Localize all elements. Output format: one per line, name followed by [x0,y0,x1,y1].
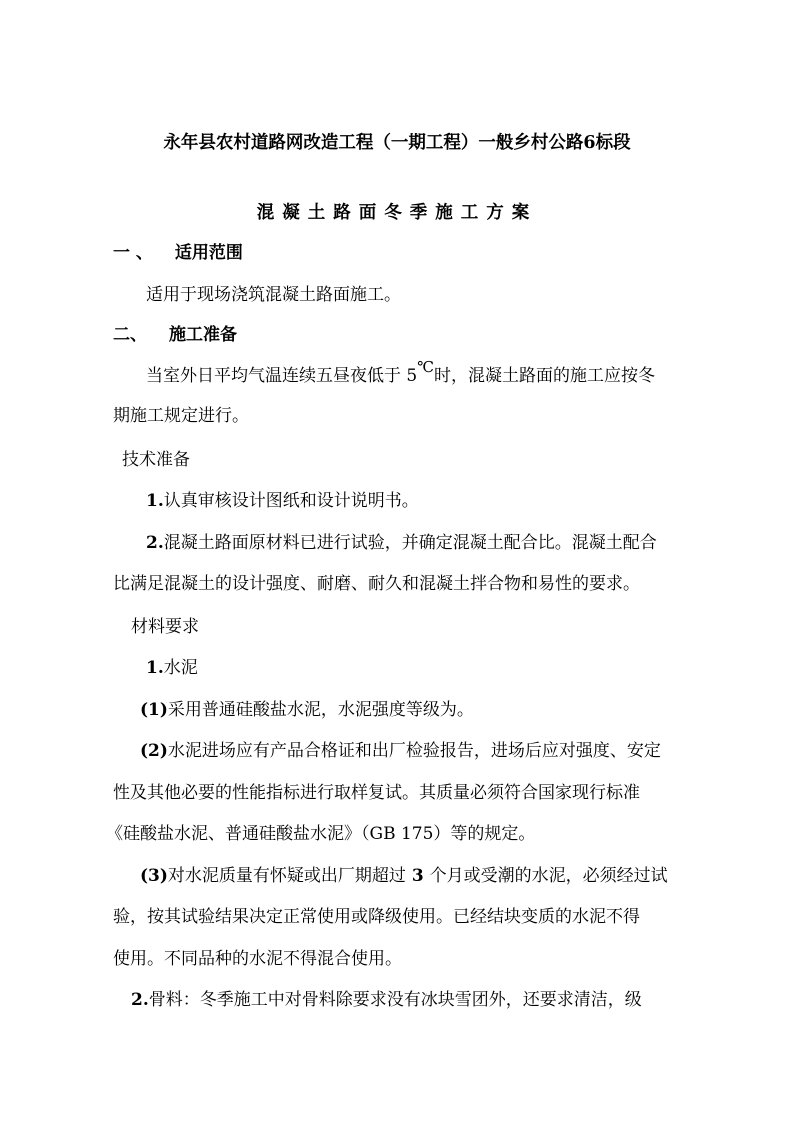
item-number: (1) [140,700,168,720]
section-1-title: 适用范围 [174,243,243,263]
item-number: (2) [140,741,168,761]
item-text: 水泥 [163,658,198,678]
section-2-intro-line-1 [146,358,656,386]
item-number: 1. [146,658,164,678]
item-number: 1. [146,491,164,511]
section-2-title: 施工准备 [169,325,237,345]
intro-text-b: 时，混凝土路面的施工应按冬 [434,366,656,386]
temperature-unit: ℃ [417,358,435,376]
item-number: (3) [140,866,168,886]
section-1-heading [113,243,243,263]
cement-item-2-line-2: 性及其他必要的性能指标进行取样复试。其质量必须符合国家现行标准 [113,783,640,803]
cement-heading [146,658,198,678]
cement-item-3-line-2: 验，按其试验结果决定正常使用或降级使用。已经结块变质的水泥不得 [113,907,640,927]
section-2-heading [113,325,237,345]
item-number: 2. [131,990,149,1010]
tech-prep-label: 技术准备 [122,450,190,470]
intro-text-a: 当室外日平均气温连续五昼夜低于 5 [146,366,418,386]
item-text: 认真审核设计图纸和设计说明书。 [163,491,419,511]
cement-item-3-line-3: 使用。不同品种的水泥不得混合使用。 [113,949,402,969]
cement-item-2-line-1 [140,741,661,761]
item-text: 骨料：冬季施工中对骨料除要求没有冰块雪团外，还要求清洁，级 [148,990,642,1010]
section-2-intro-line-2: 期施工规定进行。 [113,406,249,426]
section-2-number: 二、 [113,325,147,345]
tech-prep-item-1 [146,491,419,511]
item-text: 混凝土路面原材料已进行试验，并确定混凝土配合比。混凝土配合 [163,533,657,553]
section-1-text: 适用于现场浇筑混凝土路面施工。 [146,285,401,305]
item-months-number: 3 [405,866,430,886]
item-text: 采用普通硅酸盐水泥，水泥强度等级为。 [167,700,474,720]
tech-prep-item-2-line-1 [146,533,657,553]
document-title: 永年县农村道路网改造工程（一期工程）一般乡村公路6标段 [163,133,631,153]
aggregate-item-line-1 [131,990,642,1010]
cement-item-3-line-1 [140,866,668,886]
document-subtitle: 混凝土路面冬季施工方案 [256,203,538,223]
item-text: 水泥进场应有产品合格证和出厂检验报告，进场后应对强度、安定 [167,741,661,761]
tech-prep-item-2-line-2: 比满足混凝土的设计强度、耐磨、耐久和混凝土拌合物和易性的要求。 [113,574,640,594]
item-text-b: 个月或受潮的水泥，必须经过试 [429,866,668,886]
section-1-number: 一 、 [113,243,153,263]
item-number: 2. [146,533,164,553]
item-text-a: 对水泥质量有怀疑或出厂期超过 [167,866,406,886]
cement-item-2-line-3: 《硅酸盐水泥、普通硅酸盐水泥》（GB 175）等的规定。 [106,824,536,844]
materials-label: 材料要求 [131,617,199,637]
cement-item-1 [140,700,474,720]
